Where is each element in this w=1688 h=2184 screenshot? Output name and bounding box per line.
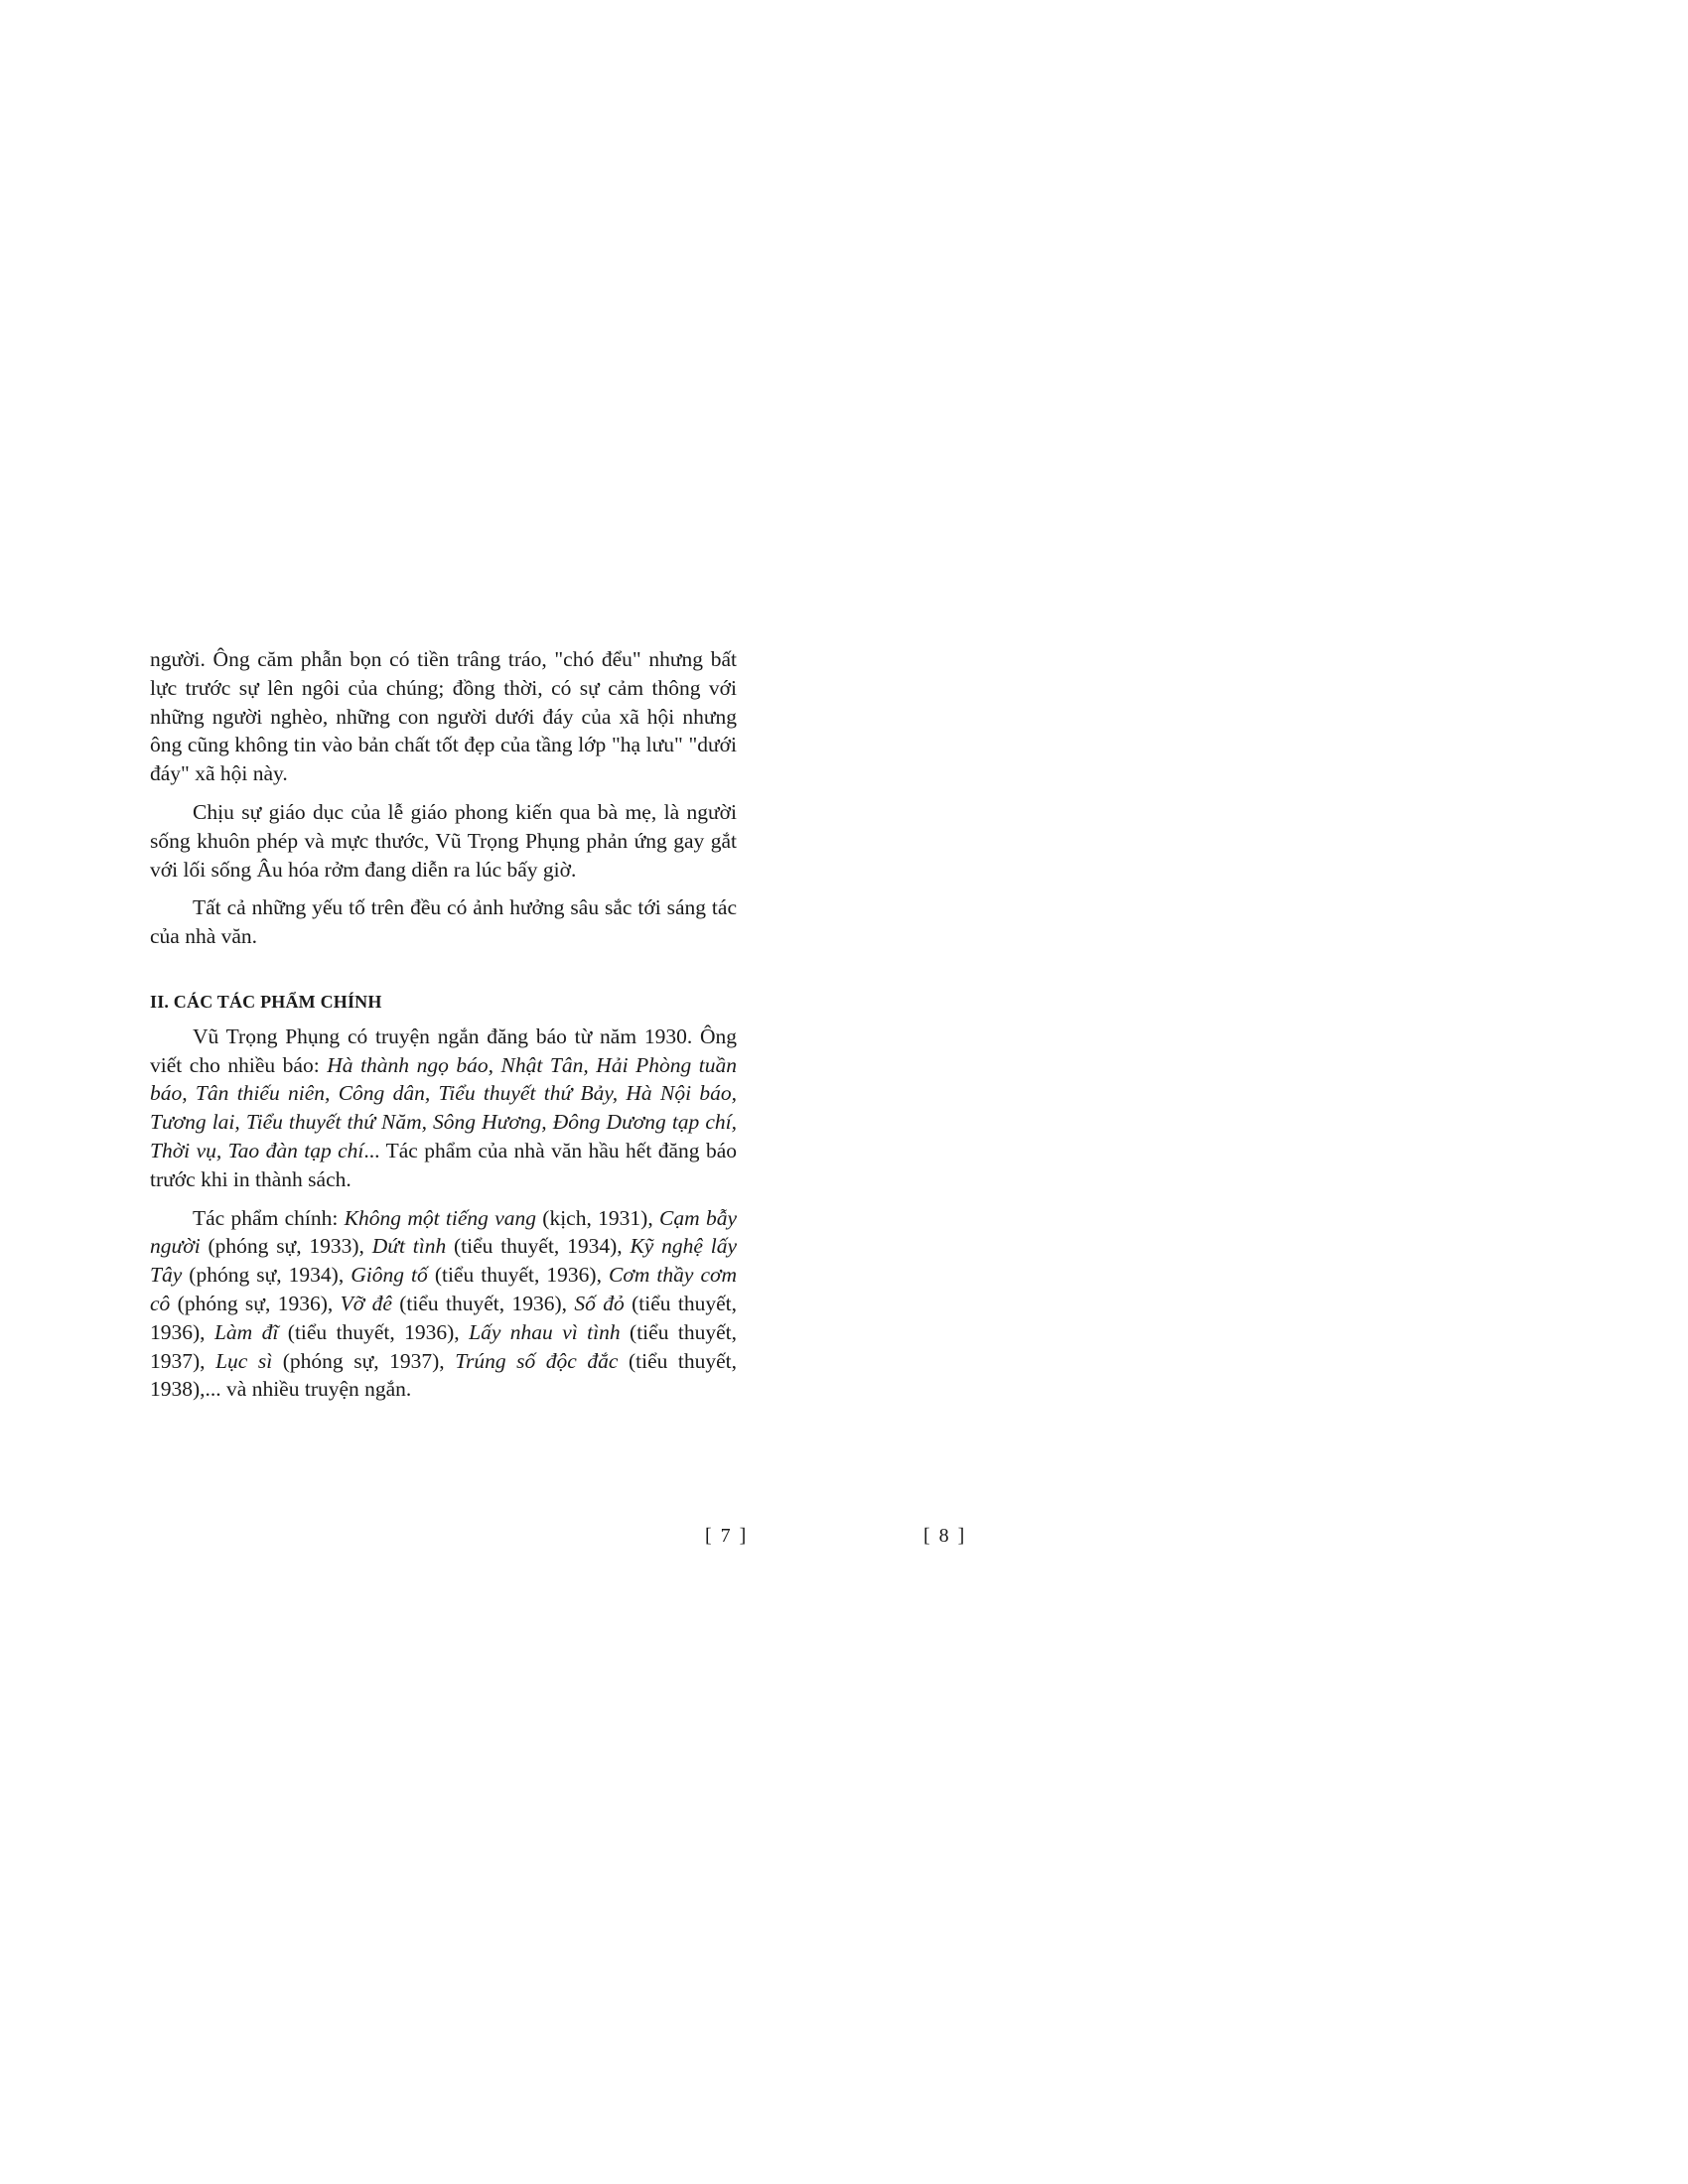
work-info: (tiểu thuyết, 1936), bbox=[427, 1263, 609, 1288]
work-info: (tiểu thuyết, 1937), bbox=[150, 1319, 737, 1373]
work-title: Giông tố bbox=[351, 1263, 428, 1288]
work-title: Số đỏ bbox=[574, 1291, 625, 1315]
paragraph-4-text-1: Vũ Trọng Phụng có truyện ngắn đăng báo từ năm 1930. Ông viết cho nhiều báo: bbox=[150, 1024, 737, 1077]
work-title: Vỡ đê bbox=[340, 1291, 392, 1315]
page-number-right: [ 8 ] bbox=[923, 1525, 967, 1547]
paragraph-5 bbox=[150, 1204, 737, 1405]
work-title: Lấy nhau vì tình bbox=[469, 1319, 621, 1344]
works-intro: Tác phẩm chính: bbox=[193, 1205, 345, 1230]
work-title: Kỹ nghệ lấy Tây bbox=[150, 1234, 737, 1288]
work-title: Làm đĩ bbox=[213, 1319, 279, 1344]
newspaper-list: Hà thành ngọ báo, Nhật Tân, Hải Phòng tuần báo, Tân thiếu niên, Công dân, Tiểu thuyết thứ Bảy, Hà Nội báo, Tương lai, Tiểu thuyết thứ Năm, Sông Hương, Đông Dương tạp chí, Thời vụ, Tao đàn tạp chí bbox=[150, 1052, 737, 1162]
work-info: (tiểu thuyết, 1936), bbox=[278, 1319, 470, 1344]
work-title: Cạm bẫy người bbox=[150, 1205, 737, 1259]
section-heading: II. CÁC TÁC PHẨM CHÍNH bbox=[150, 991, 382, 1012]
paragraph-4 bbox=[150, 1023, 737, 1194]
paragraph-3: Tất cả những yếu tố trên đều có ảnh hưởng sâu sắc tới sáng tác của nhà văn. bbox=[150, 895, 737, 949]
work-info: (tiểu thuyết, 1934), bbox=[446, 1234, 631, 1259]
work-title: Lục sì bbox=[215, 1348, 273, 1373]
work-title: Trúng số độc đắc bbox=[455, 1348, 619, 1373]
paragraph-2: Chịu sự giáo dục của lễ giáo phong kiến qua bà mẹ, là người sống khuôn phép và mực thước, Vũ Trọng Phụng phản ứng gay gắt với lối sống Âu hóa rởm đang diễn ra lúc bấy giờ. bbox=[150, 799, 737, 882]
work-info: (tiểu thuyết, 1936), bbox=[391, 1291, 575, 1315]
work-info: (phóng sự, 1934), bbox=[182, 1263, 352, 1288]
work-info: (tiểu thuyết, 1938),... và nhiều truyện ngắn. bbox=[150, 1348, 738, 1402]
work-info: (tiểu thuyết, 1936), bbox=[150, 1291, 738, 1344]
work-title: Cơm thầy cơm cô bbox=[150, 1263, 737, 1315]
work-info: (phóng sự, 1936), bbox=[170, 1291, 341, 1315]
paragraph-4-text-2: ... Tác phẩm của nhà văn hầu hết đăng báo trước khi in thành sách. bbox=[150, 1138, 737, 1191]
text-column bbox=[150, 645, 737, 1404]
work-info: (phóng sự, 1937), bbox=[272, 1348, 456, 1373]
work-info: (phóng sự, 1933), bbox=[200, 1234, 372, 1259]
work-title: Dứt tình bbox=[371, 1234, 447, 1259]
work-info: (kịch, 1931), bbox=[535, 1205, 660, 1230]
paragraph-1: người. Ông căm phẫn bọn có tiền trâng tráo, "chó đểu" nhưng bất lực trước sự lên ngôi của chúng; đồng thời, có sự cảm thông với những người nghèo, những con người dưới đáy của xã hội nhưng ông cũng không tin vào bản chất tốt đẹp của tầng lớp "hạ lưu" "dưới đáy" xã hội này. bbox=[150, 647, 737, 786]
work-title: Không một tiếng vang bbox=[344, 1205, 536, 1230]
page-number-left: [ 7 ] bbox=[705, 1525, 749, 1547]
